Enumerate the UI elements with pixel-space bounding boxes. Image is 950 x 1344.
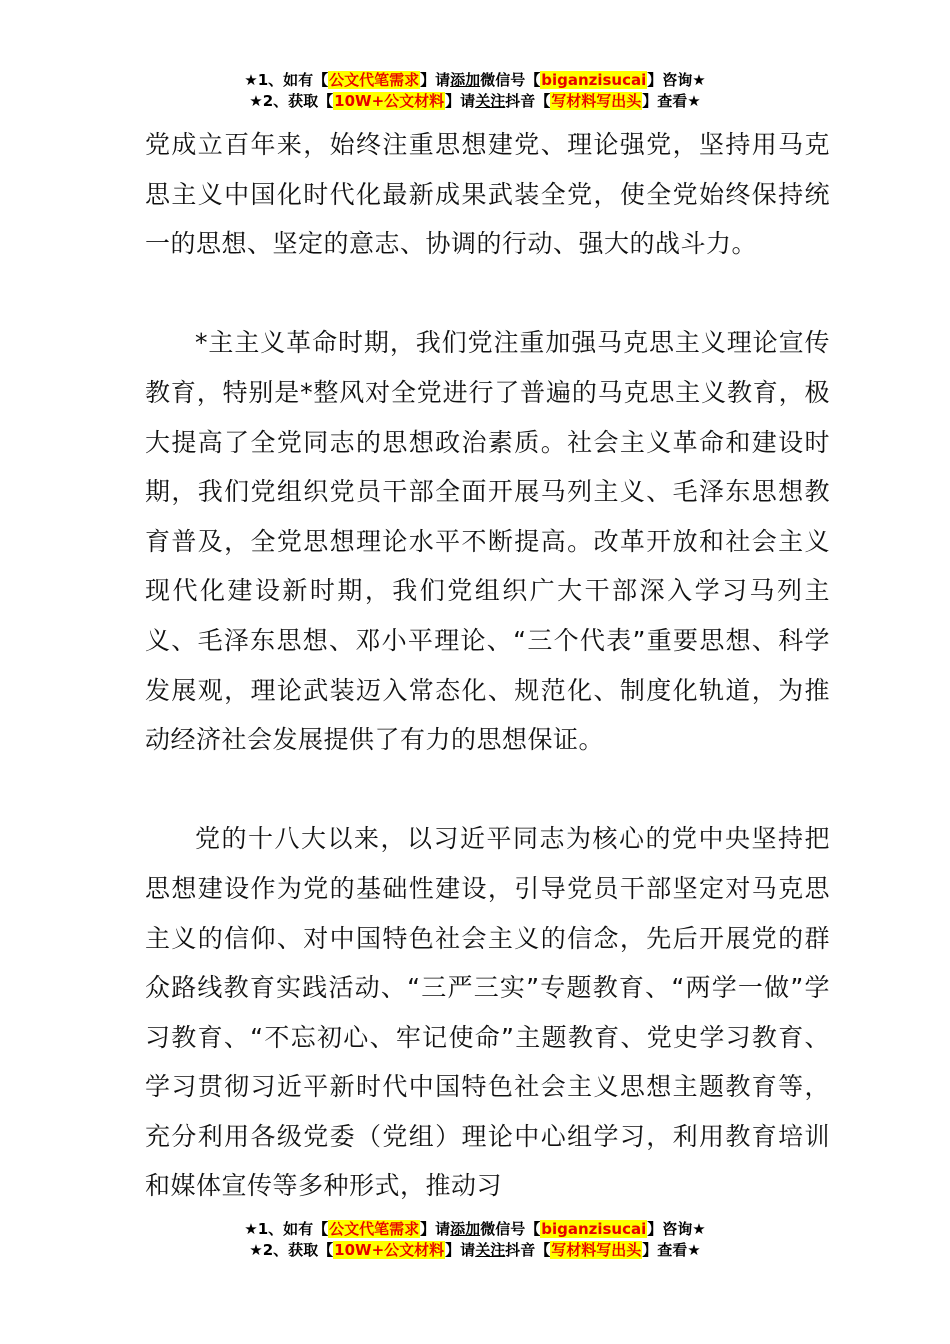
footer-line2-mid2: 抖音【: [505, 1241, 551, 1259]
star-icon: ★: [687, 92, 701, 110]
footer-line1-prefix: 1、如有【: [257, 1220, 329, 1238]
footer-line1-emphasis: 添加: [450, 1220, 481, 1238]
star-icon: ★: [244, 1220, 258, 1238]
footer-line1-suffix: 】咨询: [647, 1220, 693, 1238]
footer-line1-highlight-wechat: biganzisucai: [541, 1220, 647, 1238]
header-banner-line-1: [0, 70, 950, 91]
header-line2-mid2: 抖音【: [505, 92, 551, 110]
footer-line2-prefix: 2、获取【: [262, 1241, 334, 1259]
footer-banner-line-1: [0, 1219, 950, 1240]
header-banner: [0, 70, 950, 112]
star-icon: ★: [692, 1220, 706, 1238]
footer-line2-mid1: 】请: [445, 1241, 476, 1259]
header-line2-highlight-materials: 10W+公文材料: [334, 92, 445, 110]
header-line1-highlight-wechat: biganzisucai: [541, 71, 647, 89]
star-icon: ★: [249, 92, 263, 110]
header-line2-prefix: 2、获取【: [262, 92, 334, 110]
header-line1-mid2: 微信号【: [480, 71, 541, 89]
header-line1-mid1: 】请: [420, 71, 451, 89]
footer-line1-mid1: 】请: [420, 1220, 451, 1238]
star-icon: ★: [692, 71, 706, 89]
footer-line1-mid2: 微信号【: [480, 1220, 541, 1238]
header-banner-line-2: [0, 91, 950, 112]
header-line2-mid1: 】请: [445, 92, 476, 110]
footer-banner: [0, 1219, 950, 1261]
header-line1-highlight-service: 公文代笔需求: [329, 71, 420, 89]
footer-line1-highlight-service: 公文代笔需求: [329, 1220, 420, 1238]
footer-line2-highlight-account: 写材料写出头: [551, 1241, 642, 1259]
star-icon: ★: [249, 1241, 263, 1259]
paragraph-2: *主主义革命时期，我们党注重加强马克思主义理论宣传教育，特别是*整风对全党进行了普遍的马克思主义教育，极大提高了全党同志的思想政治素质。社会主义革命和建设时期，我们党组织党员干部全面开展马列主义、毛泽东思想教育普及，全党思想理论水平不断提高。改革开放和社会主义现代化建设新时期，我们党组织广大干部深入学习马列主义、毛泽东思想、邓小平理论、“三个代表”重要思想、科学发展观，理论武装迈入常态化、规范化、制度化轨道，为推动经济社会发展提供了有力的思想保证。: [145, 328, 830, 755]
footer-line2-highlight-materials: 10W+公文材料: [334, 1241, 445, 1259]
header-line2-suffix: 】查看: [642, 92, 688, 110]
star-icon: ★: [687, 1241, 701, 1259]
header-line1-suffix: 】咨询: [647, 71, 693, 89]
footer-banner-line-2: [0, 1240, 950, 1261]
header-line1-emphasis: 添加: [450, 71, 481, 89]
footer-line2-suffix: 】查看: [642, 1241, 688, 1259]
document-body: [145, 120, 830, 1211]
paragraph-3: 党的十八大以来，以习近平同志为核心的党中央坚持把思想建设作为党的基础性建设，引导党员干部坚定对马克思主义的信仰、对中国特色社会主义的信念，先后开展党的群众路线教育实践活动、“三严三实”专题教育、“两学一做”学习教育、“不忘初心、牢记使命”主题教育、党史学习教育、学习贯彻习近平新时代中国特色社会主义思想主题教育等，充分利用各级党委（党组）理论中心组学习，利用教育培训和媒体宣传等多种形式，推动习: [145, 824, 830, 1201]
header-line1-prefix: 1、如有【: [257, 71, 329, 89]
header-line2-emphasis: 关注: [475, 92, 506, 110]
star-icon: ★: [244, 71, 258, 89]
footer-line2-emphasis: 关注: [475, 1241, 506, 1259]
header-line2-highlight-account: 写材料写出头: [551, 92, 642, 110]
paragraph-1: 党成立百年来，始终注重思想建党、理论强党，坚持用马克思主义中国化时代化最新成果武装全党，使全党始终保持统一的思想、坚定的意志、协调的行动、强大的战斗力。: [145, 130, 830, 259]
